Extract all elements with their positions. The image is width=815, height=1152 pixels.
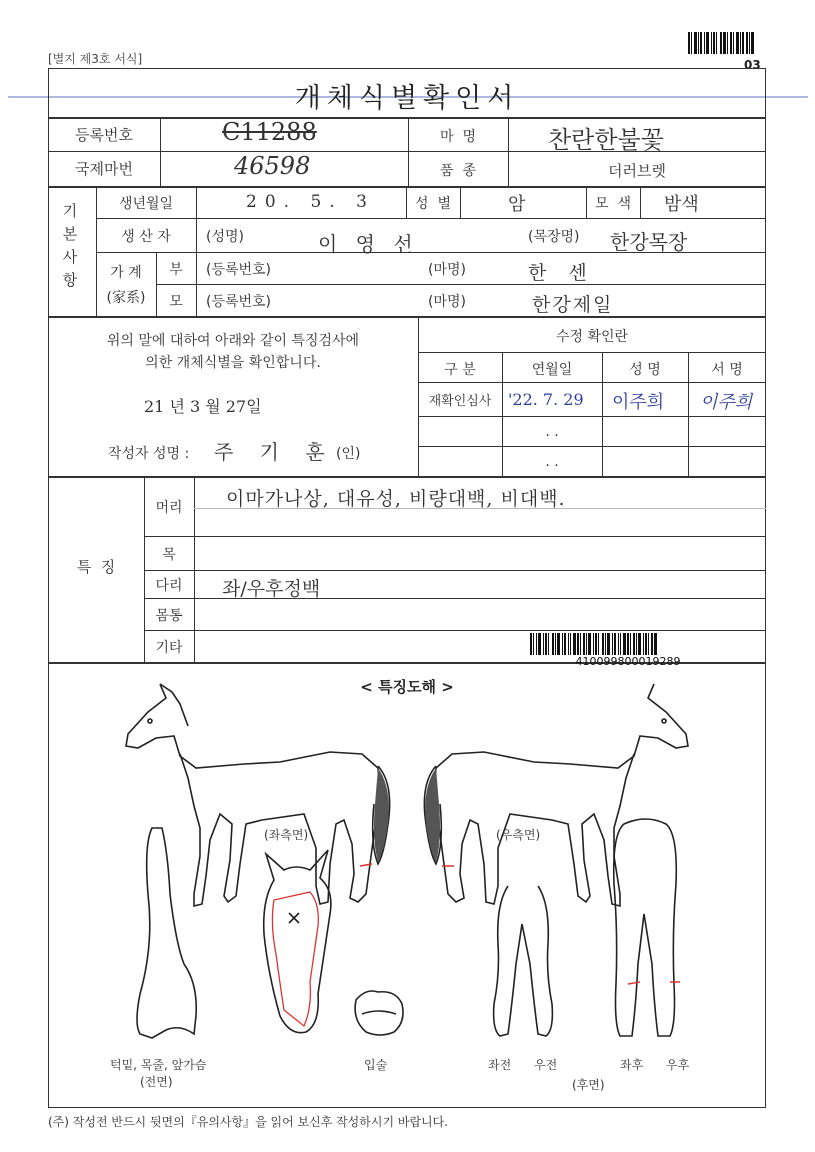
basic-section-label: 기본사항	[62, 202, 78, 289]
reg-number-label: 등록번호	[75, 126, 133, 144]
horse-name-value: 찬란한불꽃	[548, 126, 664, 154]
ranch-label: (목장명)	[528, 229, 580, 245]
sire-name-value: 한 센	[528, 262, 595, 284]
leg-value: 좌/우후정백	[222, 578, 321, 600]
row3-date: . .	[545, 454, 559, 470]
col-type: 구 분	[444, 362, 476, 378]
birth-value: 20. 5. 3	[246, 192, 375, 212]
row2-date: . .	[545, 424, 559, 440]
form-label: [별지 제3호 서식]	[48, 52, 143, 66]
sire-label: 부	[169, 262, 183, 278]
sire-reg-label: (등록번호)	[206, 262, 272, 278]
writer-name: 주 기 훈	[214, 440, 335, 464]
family-hanja: (家系)	[106, 290, 146, 306]
dam-name-value: 한강제일	[532, 294, 614, 316]
head-front-outline	[264, 850, 331, 1033]
rear-view-outline	[614, 819, 677, 1036]
fore-right-caption: 우전	[534, 1058, 558, 1072]
producer-name-label: (성명)	[206, 229, 244, 245]
color-value: 밤색	[664, 194, 699, 215]
diagram-title: < 특징도해 >	[360, 678, 454, 696]
color-label: 모 색	[595, 196, 631, 212]
body-label: 몸통	[155, 608, 183, 624]
features-section-label: 특 징	[76, 558, 116, 576]
front-view-outline	[137, 828, 196, 1038]
hind-right-caption: 우후	[666, 1058, 690, 1072]
hind-left-caption: 좌후	[620, 1058, 644, 1072]
horse-diagram	[48, 664, 766, 1108]
page-code: 03	[744, 58, 761, 72]
front-caption-1: 턱밑, 목줄, 앞가슴	[110, 1058, 207, 1072]
left-horse-outline	[126, 684, 390, 906]
dam-reg-label: (등록번호)	[206, 294, 272, 310]
confirm-text-line2: 의한 개체식별을 확인합니다.	[145, 355, 321, 371]
dam-label: 모	[169, 294, 183, 310]
head-value: 이마가나상, 대유성, 비량대백, 비대백.	[226, 488, 566, 510]
seal-label: (인)	[336, 446, 361, 462]
etc-label: 기타	[155, 640, 183, 656]
confirm-date: 21 년 3 월 27일	[144, 397, 262, 416]
intl-number-label: 국제마번	[75, 160, 133, 178]
col-sign: 서 명	[711, 362, 743, 378]
birth-label: 생년월일	[118, 196, 174, 212]
sex-value: 암	[508, 194, 526, 215]
col-name: 성 명	[629, 362, 661, 378]
row1-date: '22. 7. 29	[508, 390, 584, 409]
row1-type: 재확인심사	[428, 394, 492, 409]
right-horse-outline	[424, 684, 688, 906]
rear-caption: (후면)	[572, 1078, 605, 1092]
producer-label: 생 산 자	[121, 229, 171, 245]
top-barcode	[688, 32, 764, 54]
barcode-number: 410099800019289	[575, 655, 681, 668]
footer-note: (주) 작성전 반드시 뒷면의『유의사항』을 읽어 보신후 작성하시기 바랍니다.	[48, 1115, 449, 1129]
confirm-text-line1: 위의 말에 대하여 아래와 같이 특징검사에	[106, 333, 360, 349]
neck-label: 목	[162, 547, 176, 563]
leg-label: 다리	[155, 578, 183, 594]
reg-number-value: C11288	[222, 118, 317, 146]
right-side-caption: (우측면)	[496, 828, 541, 842]
row1-sign: 이주희	[700, 392, 753, 413]
feature-barcode	[530, 633, 726, 655]
col-date: 연월일	[531, 362, 573, 378]
writer-label: 작성자 성명 :	[108, 446, 190, 462]
sire-name-label: (마명)	[428, 262, 466, 278]
amend-title: 수정 확인란	[555, 329, 629, 345]
forelegs-outline	[494, 886, 553, 1036]
muzzle-outline	[355, 991, 403, 1035]
producer-name-value: 이 영 선	[318, 232, 419, 256]
sex-label: 성 별	[415, 196, 451, 212]
family-label: 가 계	[110, 265, 142, 281]
left-side-caption: (좌측면)	[264, 828, 309, 842]
page-title: 개체식별확인서	[294, 83, 520, 114]
muzzle-caption: 입술	[364, 1058, 388, 1072]
ranch-value: 한강목장	[610, 230, 688, 254]
breed-value: 더러브렛	[608, 162, 666, 180]
dam-name-label: (마명)	[428, 294, 466, 310]
row1-name: 이주희	[612, 392, 665, 413]
fore-left-caption: 좌전	[488, 1058, 512, 1072]
head-label: 머리	[155, 500, 183, 516]
breed-label: 품 종	[440, 163, 476, 179]
intl-number-value: 46598	[234, 152, 311, 180]
horse-name-label: 마 명	[440, 129, 476, 145]
front-caption-2: (전면)	[140, 1075, 173, 1089]
